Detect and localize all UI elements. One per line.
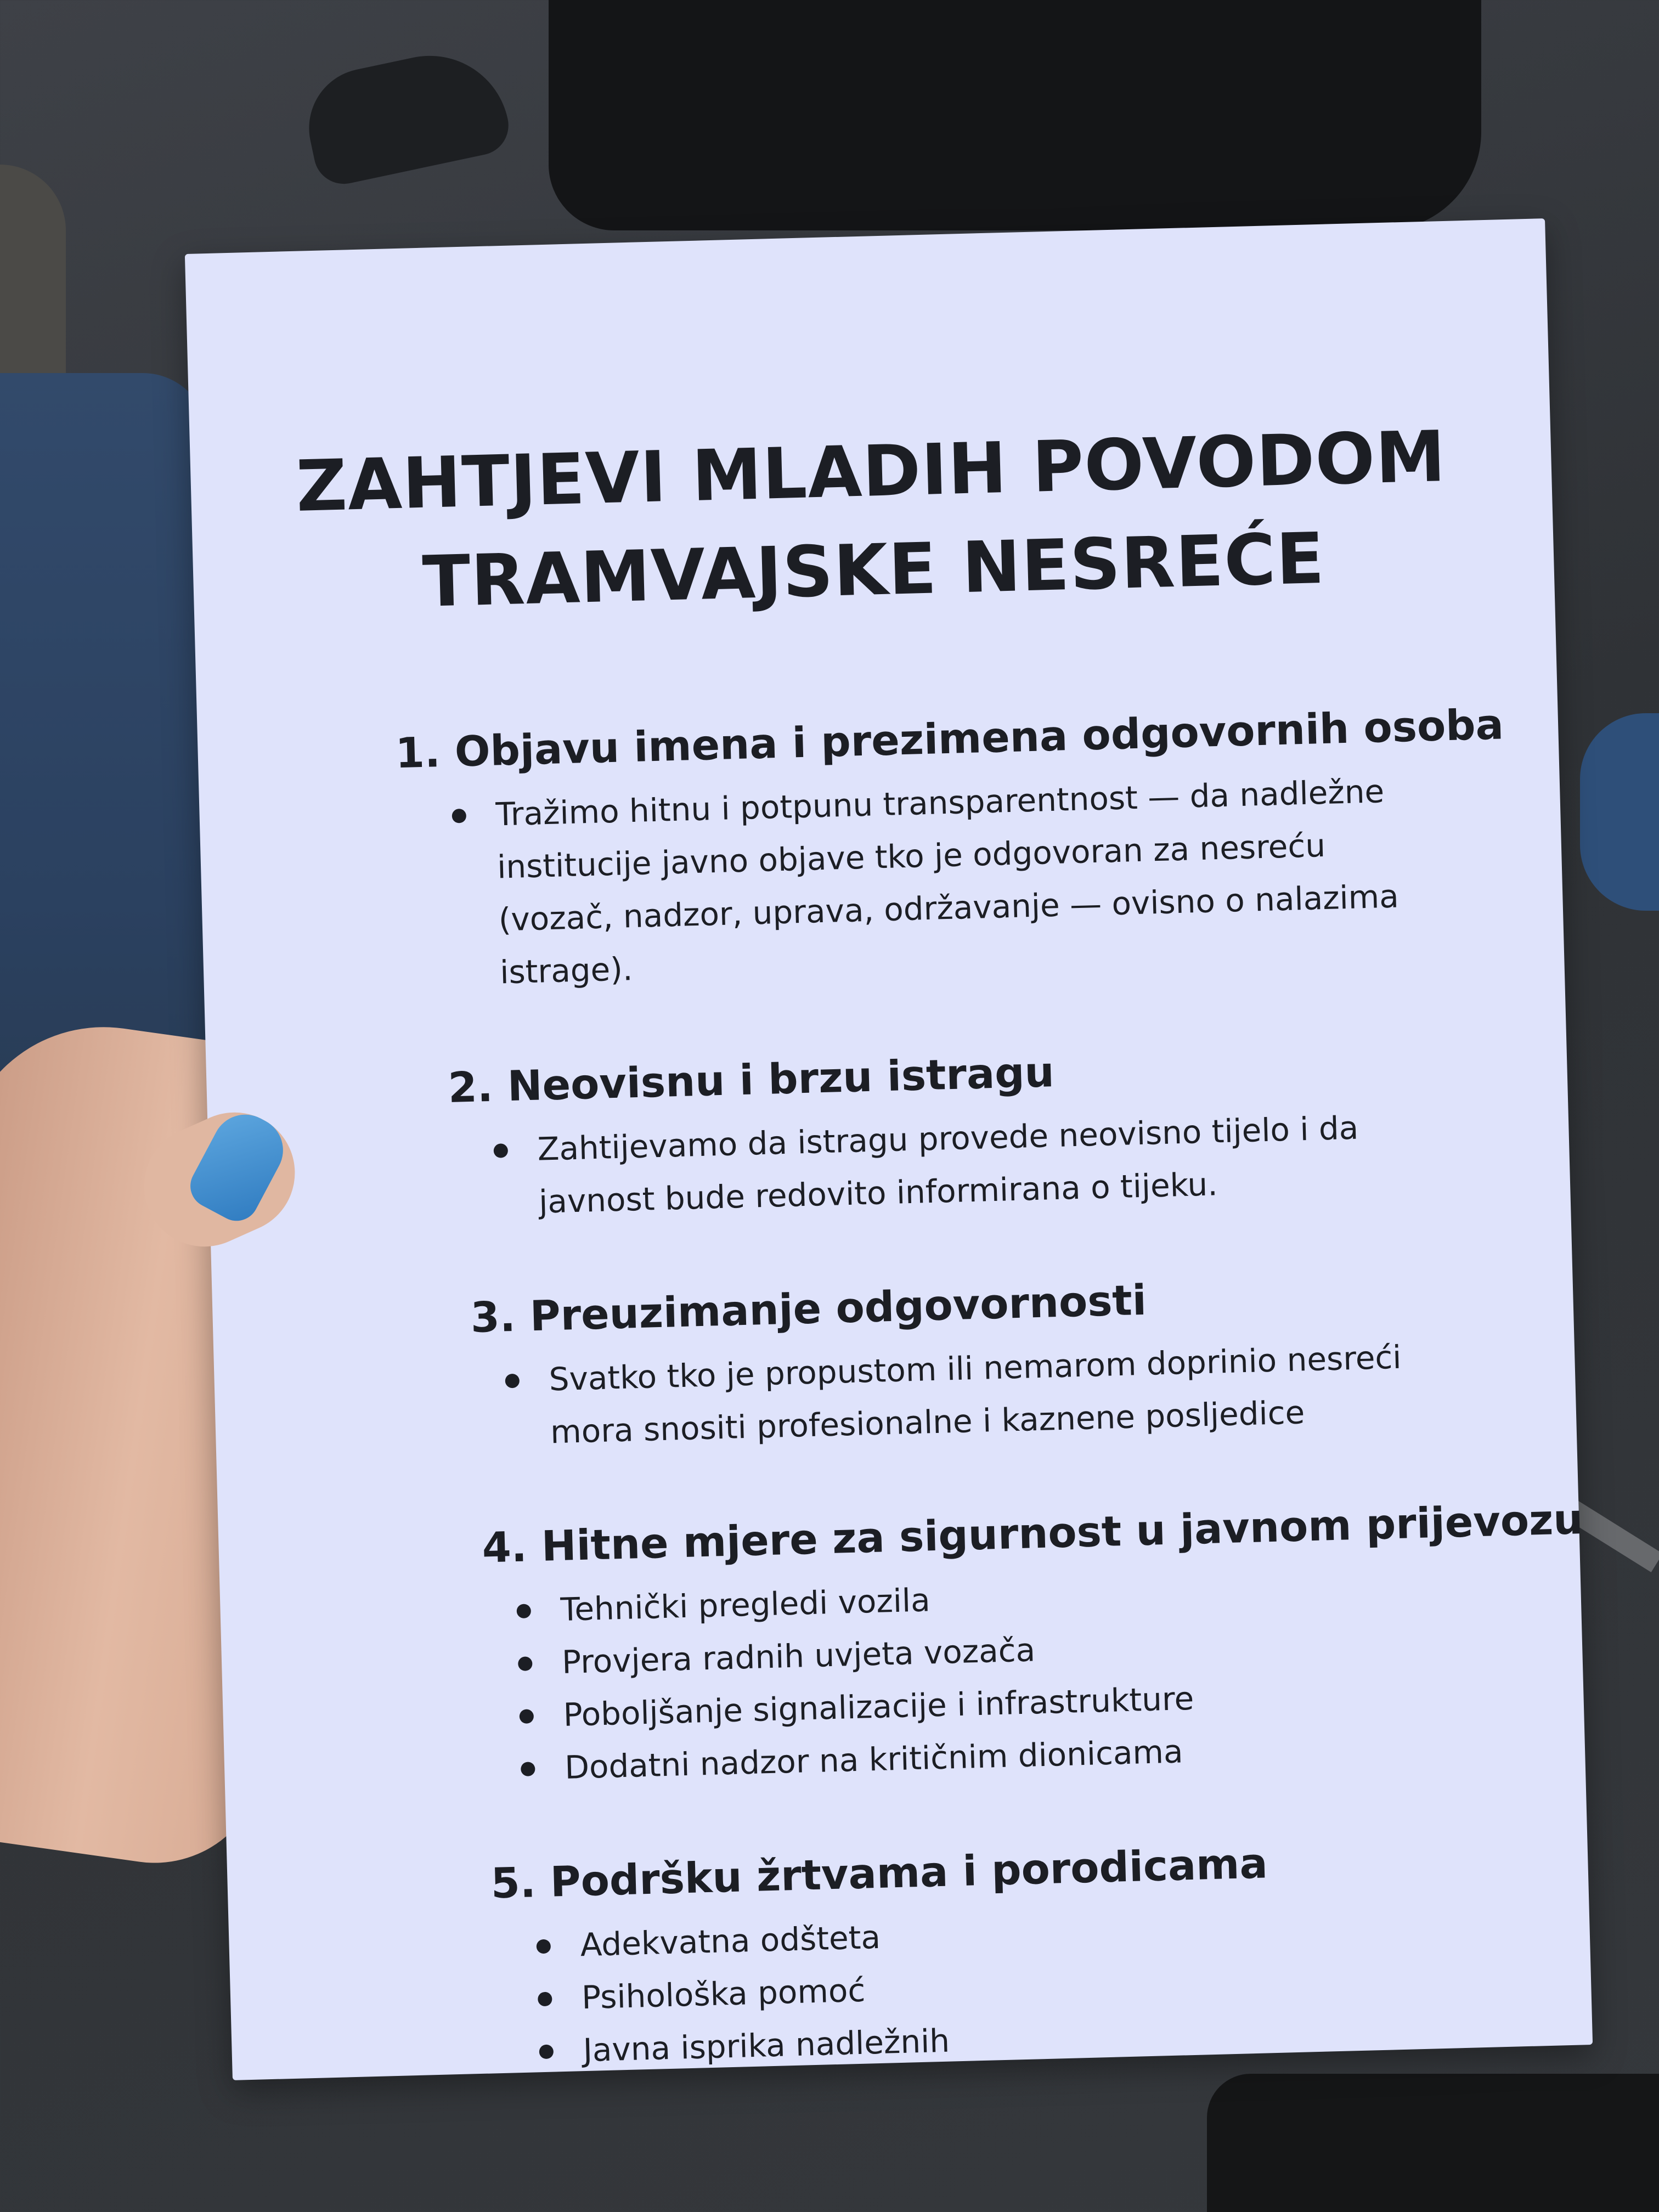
list-item-text: Adekvatna odšteta bbox=[579, 1918, 881, 1964]
demand-heading: 5. Podršku žrtvama i porodicama bbox=[490, 1838, 1268, 1908]
demand-section-1 bbox=[198, 696, 1565, 1007]
bullet-icon bbox=[493, 1143, 508, 1158]
bullet-icon bbox=[516, 1604, 531, 1618]
list-item-text: Psihološka pomoć bbox=[581, 1971, 866, 2017]
list-item-text: institucije javno objave tko je odgovoran za nesreću bbox=[496, 826, 1326, 886]
list-item-text: Tražimo hitnu i potpunu transparentnost — da nadležne bbox=[495, 772, 1385, 833]
list-item-text: Dodatni nadzor na kritičnim dionicama bbox=[564, 1733, 1184, 1786]
list-item-text: Javna isprika nadležnih bbox=[582, 2022, 950, 2069]
demand-section-2 bbox=[206, 1031, 1571, 1237]
demand-list bbox=[397, 760, 1565, 1001]
demand-list bbox=[483, 1556, 1585, 1796]
demand-heading: 4. Hitne mjere za sigurnost u javnom prijevozu bbox=[481, 1494, 1584, 1572]
demand-heading: 3. Preuzimanje odgovornosti bbox=[470, 1275, 1147, 1342]
list-item-text: istrage). bbox=[499, 950, 634, 991]
demand-section-5 bbox=[227, 1827, 1593, 2086]
bullet-icon bbox=[536, 1939, 551, 1954]
demand-heading: 2. Neovisnu i brzu istragu bbox=[447, 1047, 1055, 1112]
background-blue-shoe bbox=[1580, 713, 1659, 911]
bullet-icon bbox=[539, 2045, 554, 2059]
demand-heading: 1. Objavu imena i prezimena odgovornih osoba bbox=[394, 699, 1504, 778]
list-item-text: mora snositi profesionalne i kaznene posljedice bbox=[550, 1393, 1306, 1451]
bullet-icon bbox=[521, 1762, 535, 1776]
demand-list bbox=[492, 1892, 1593, 2079]
background-shoe bbox=[298, 41, 514, 189]
list-item-text: Provjera radnih uvjeta vozača bbox=[561, 1631, 1036, 1681]
demand-section-3 bbox=[212, 1261, 1577, 1467]
flyer-title bbox=[190, 405, 1555, 638]
list-item-text: javnost bude redovito informirana o tijeku. bbox=[538, 1165, 1218, 1221]
background-dark-clothing bbox=[549, 0, 1481, 230]
demand-section-4 bbox=[218, 1492, 1585, 1803]
flyer-content bbox=[185, 218, 1594, 2146]
flyer-title-line-1: ZAHTJEVI MLADIH POVODOM bbox=[295, 416, 1447, 528]
bullet-icon bbox=[518, 1656, 533, 1671]
list-item-text: Svatko tko je propustom ili nemarom doprinio nesreći bbox=[548, 1338, 1402, 1398]
flyer-title-line-2: TRAMVAJSKE NESREĆE bbox=[421, 517, 1326, 623]
flyer-sheet bbox=[185, 218, 1593, 2080]
demand-list bbox=[472, 1326, 1577, 1460]
list-item-text: (vozač, nadzor, uprava, održavanje — ovisno o nalazima bbox=[498, 877, 1400, 939]
list-item-text: Poboljšanje signalizacije i infrastrukture bbox=[562, 1679, 1195, 1734]
list-item-text: Tehnički pregledi vozila bbox=[560, 1581, 931, 1628]
bullet-icon bbox=[505, 1374, 520, 1389]
bullet-icon bbox=[452, 809, 466, 823]
demand-list bbox=[449, 1096, 1571, 1231]
bullet-icon bbox=[519, 1709, 534, 1724]
bullet-icon bbox=[538, 1992, 552, 2007]
list-item-text: Zahtijevamo da istragu provede neovisno tijelo i da bbox=[537, 1109, 1359, 1168]
